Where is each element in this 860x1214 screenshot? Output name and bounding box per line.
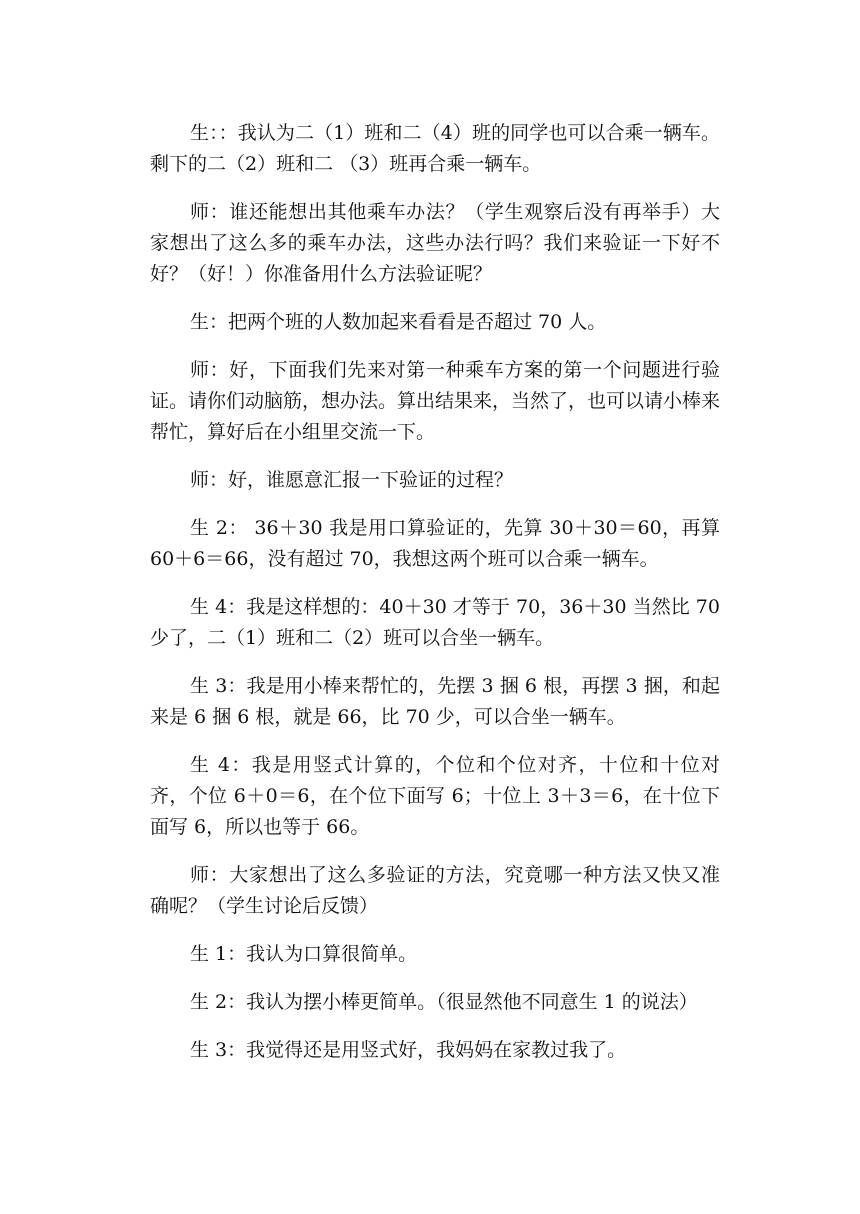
document-page — [150, 118, 727, 1083]
paragraph-5: 师：好，谁愿意汇报一下验证的过程？ — [190, 469, 514, 491]
paragraph-2: 师：谁还能想出其他乘车办法？（学生观察后没有再举手）大家想出了这么多的乘车办法，这些办法行吗？我们来验证一下好不好？（好！）你准备用什么方法验证呢？ — [150, 201, 720, 285]
paragraph-10: 师：大家想出了这么多验证的方法，究竟哪一种方法又快又准确呢？（学生讨论后反馈） — [150, 864, 720, 917]
paragraph-1: 生：：我认为二（1）班和二（4）班的同学也可以合乘一辆车。剩下的二（2）班和二 （3）班再合乘一辆车。 — [150, 122, 720, 175]
paragraph-4: 师：好，下面我们先来对第一种乘车方案的第一个问题进行验证。请你们动脑筋，想办法。算出结果来，当然了，也可以请小棒来帮忙，算好后在小组里交流一下。 — [150, 359, 721, 443]
paragraph-7: 生 4：我是这样想的：40＋30 才等于 70，36＋30 当然比 70 少了，二（1）班和二（2）班可以合坐一辆车。 — [150, 596, 727, 649]
paragraph-9: 生 4：我是用竖式计算的，个位和个位对齐，十位和十位对齐，个位 6＋0＝6，在个位下面写 6；十位上 3＋3＝6，在十位下面写 6，所以也等于 66。 — [150, 754, 720, 838]
paragraph-12: 生 2：我认为摆小棒更简单。（很显然他不同意生 1 的说法） — [190, 991, 698, 1013]
paragraph-8: 生 3：我是用小棒来帮忙的，先摆 3 捆 6 根，再摆 3 捆，和起来是 6 捆 6 根，就是 66，比 70 少，可以合坐一辆车。 — [150, 675, 720, 728]
paragraph-13: 生 3：我觉得还是用竖式好，我妈妈在家教过我了。 — [190, 1039, 627, 1061]
paragraph-6: 生 2： 36＋30 我是用口算验证的，先算 30＋30＝60，再算 60＋6＝66，没有超过 70，我想这两个班可以合乘一辆车。 — [150, 517, 727, 570]
paragraph-11: 生 1：我认为口算很简单。 — [190, 943, 418, 965]
paragraph-3: 生：把两个班的人数加起来看看是否超过 70 人。 — [190, 311, 607, 333]
